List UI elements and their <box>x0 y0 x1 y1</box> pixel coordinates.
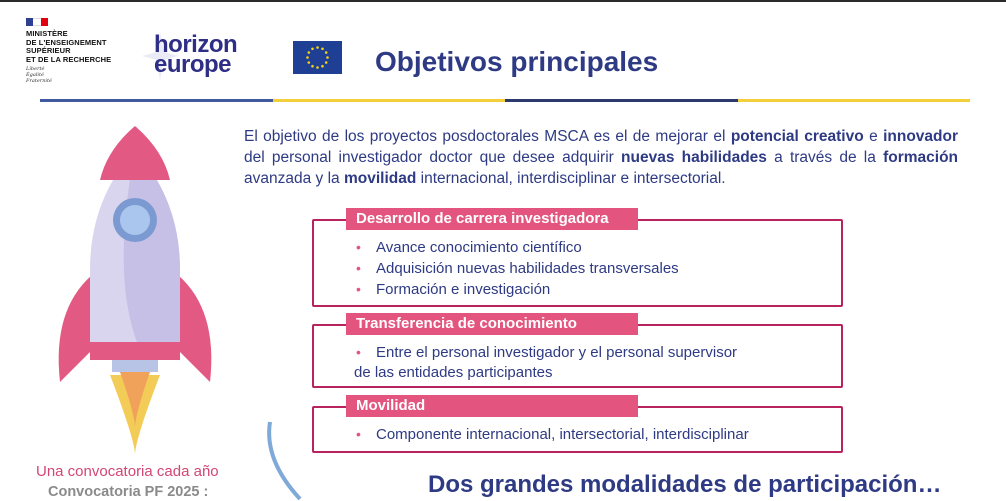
objective-list <box>356 342 737 363</box>
header-divider <box>40 99 970 102</box>
intro-text: e <box>863 128 884 145</box>
objective-box-career <box>312 210 843 307</box>
ministry-name-line: SUPÉRIEUR <box>26 46 71 55</box>
intro-text: a través de la <box>766 149 884 166</box>
ministry-name-line: MINISTÈRE <box>26 29 68 38</box>
ministry-logo <box>26 18 146 84</box>
objective-box-heading: Desarrollo de carrera investigadora <box>346 208 638 230</box>
list-item: • Entre el personal investigador y el personal supervisor <box>356 342 737 363</box>
decorative-swoop <box>260 420 320 501</box>
intro-bold: movilidad <box>343 170 417 187</box>
eu-flag-icon <box>293 41 342 74</box>
call-pf-2025-text: Convocatoria PF 2025 : <box>48 484 209 500</box>
annual-call-text: Una convocatoria cada año <box>36 463 219 480</box>
ministry-name-line: DE L'ENSEIGNEMENT <box>26 37 107 47</box>
french-flag-icon <box>26 18 48 26</box>
horizon-logo-line1: horizon <box>154 31 238 58</box>
list-item: • Avance conocimiento científico <box>356 237 679 258</box>
top-border <box>0 0 1006 2</box>
objective-list <box>356 424 749 445</box>
motto-line: Égalité <box>26 72 44 78</box>
objective-box-heading: Movilidad <box>346 395 638 417</box>
bottom-title: Dos grandes modalidades de participación… <box>428 471 942 498</box>
objective-list <box>356 237 679 300</box>
objective-box-knowledge-transfer <box>312 315 843 388</box>
list-item: • Adquisición nuevas habilidades transversales <box>356 258 679 279</box>
intro-text: El objetivo de los proyectos posdoctorales MSCA es el de mejorar el <box>244 128 731 145</box>
objective-box-mobility <box>312 397 843 453</box>
intro-text: avanzada y la <box>244 170 344 187</box>
intro-bold: potencial creativo <box>730 128 864 145</box>
horizon-logo-line2: europe <box>154 51 232 78</box>
intro-text: del personal investigador doctor que desee adquirir <box>244 149 622 166</box>
list-item: • Formación e investigación <box>356 279 679 300</box>
rocket-illustration <box>40 110 230 455</box>
list-item-continuation: de las entidades participantes <box>354 364 553 381</box>
ministry-name-line: ET DE LA RECHERCHE <box>26 54 112 64</box>
ministry-motto <box>26 66 146 84</box>
list-item: • Componente internacional, intersectorial, interdisciplinar <box>356 424 749 445</box>
motto-line: Liberté <box>26 66 45 72</box>
motto-line: Fraternité <box>26 78 52 84</box>
intro-bold: nuevas habilidades <box>621 149 767 166</box>
intro-bold: formación <box>883 149 959 166</box>
page-title: Objetivos principales <box>375 46 659 77</box>
intro-paragraph <box>244 126 958 189</box>
horizon-europe-logo <box>140 28 250 84</box>
intro-bold: innovador <box>883 128 959 145</box>
objective-box-heading: Transferencia de conocimiento <box>346 313 638 335</box>
intro-text: internacional, interdisciplinar e intersectorial. <box>416 170 726 187</box>
